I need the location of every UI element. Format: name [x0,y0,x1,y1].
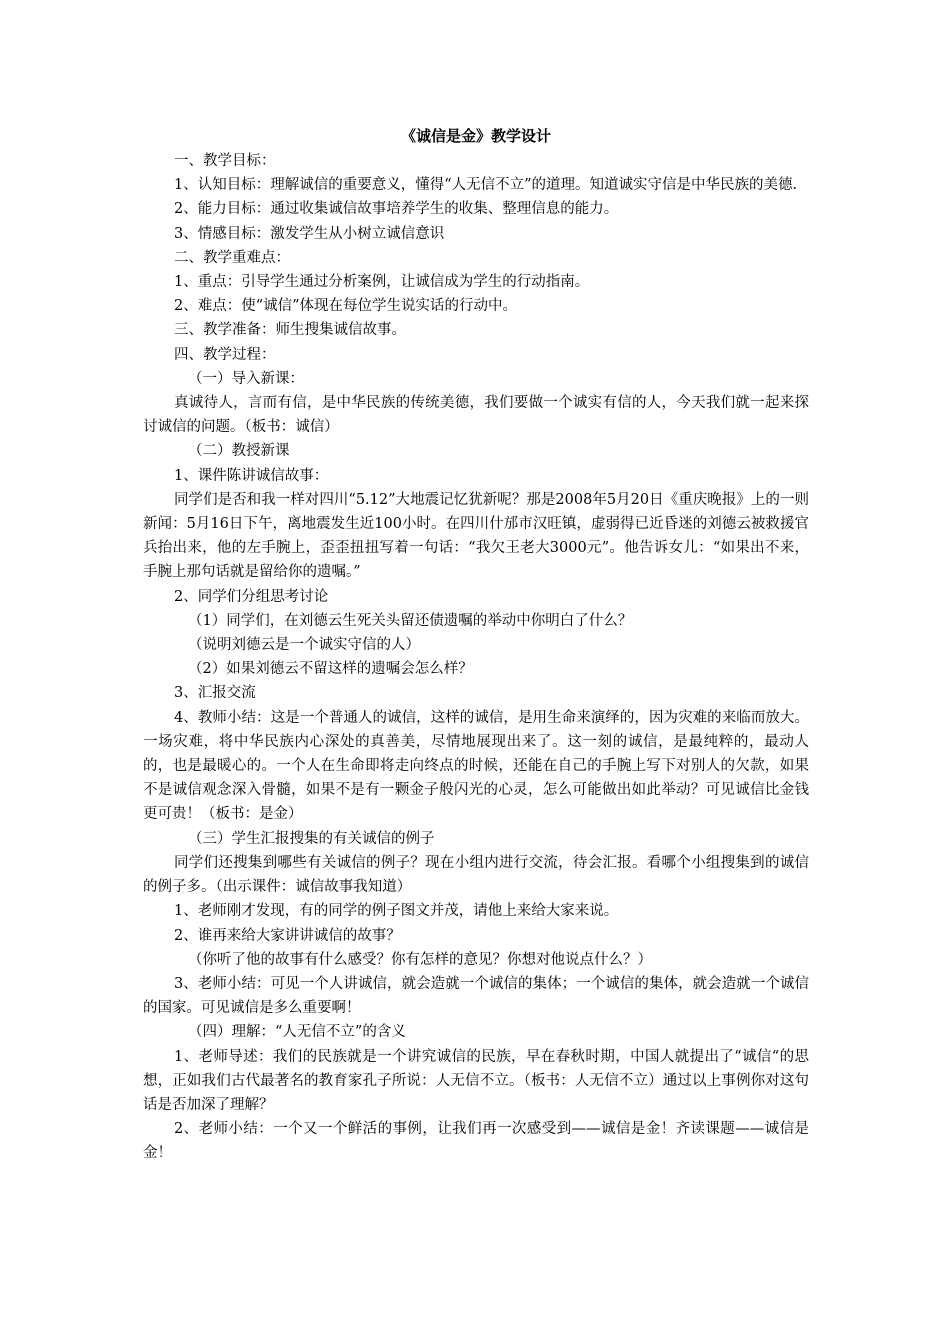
paragraph: 4、教师小结：这是一个普通人的诚信，这样的诚信，是用生命来演绎的，因为灾难的来临而放大。一场灾难，将中华民族内心深处的真善美，尽情地展现出来了。这一刻的诚信，是最纯粹的，最动人的，也是最暖心的。一个人在生命即将走向终点的时候，还能在自己的手腕上写下对别人的欠款，如果不是诚信观念深入骨髓，如果不是有一颗金子般闪光的心灵，怎么可能做出如此举动？可见诚信比金钱更可贵！（板书：是金） [143,709,809,823]
paragraph: 3、情感目标：激发学生从小树立诚信意识 [174,225,445,242]
paragraph: 1、老师刚才发现，有的同学的例子图文并茂，请他上来给大家来说。 [174,903,619,920]
paragraph-list [143,149,809,1166]
paragraph: （一）导入新课： [188,370,304,387]
paragraph: 1、课件陈讲诚信故事： [174,467,329,484]
document-title: 《诚信是金》教学设计 [400,127,551,145]
paragraph: 1、认知目标：理解诚信的重要意义，懂得“人无信不立”的道理。知道诚实守信是中华民族的美德. [174,177,798,194]
paragraph: 同学们是否和我一样对四川“5.12”大地震记忆犹新呢？那是2008年5月20日《重庆晚报》上的一则新闻：5月16日下午，离地震发生近100小时。在四川什邡市汉旺镇，虚弱得已近昏迷的刘德云被救援官兵抬出来，他的左手腕上，歪歪扭扭写着一句话：“我欠王老大3000元”。他告诉女儿：“如果出不来，手腕上那句话就是留给你的遗嘱。” [143,491,809,581]
paragraph: 三、教学准备：师生搜集诚信故事。 [174,322,406,339]
paragraph: 1、重点：引导学生通过分析案例，让诚信成为学生的行动指南。 [174,274,590,291]
paragraph: 同学们还搜集到哪些有关诚信的例子？现在小组内进行交流，待会汇报。看哪个小组搜集到的诚信的例子多。（出示课件：诚信故事我知道） [143,854,809,896]
paragraph: （二）教授新课 [188,443,290,460]
paragraph: 3、汇报交流 [174,685,256,702]
paragraph: （三）学生汇报搜集的有关诚信的例子 [188,830,435,847]
paragraph: 2、老师小结：一个又一个鲜活的事例，让我们再一次感受到——诚信是金！齐读课题——诚信是金！ [143,1121,809,1162]
paragraph: 2、谁再来给大家讲讲诚信的故事？ [174,927,401,944]
paragraph: （2）如果刘德云不留这样的遗嘱会怎么样？ [188,661,473,678]
paragraph: （1）同学们，在刘德云生死关头留还债遗嘱的举动中你明白了什么？ [188,612,633,629]
paragraph: 2、难点：使“诚信”体现在每位学生说实话的行动中。 [174,298,518,315]
paragraph: 2、能力目标：通过收集诚信故事培养学生的收集、整理信息的能力。 [174,201,619,218]
paragraph: （你听了他的故事有什么感受？你有怎样的意见？你想对他说点什么？） [188,951,652,968]
paragraph: （说明刘德云是一个诚实守信的人） [188,637,420,654]
paragraph: 二、教学重难点： [174,249,290,266]
paragraph: （四）理解：“人无信不立”的含义 [188,1024,406,1041]
paragraph: 2、同学们分组思考讨论 [174,588,329,605]
document-body [143,124,809,1166]
paragraph: 四、教学过程： [174,346,276,363]
paragraph: 一、教学目标： [174,153,276,169]
paragraph: 真诚待人，言而有信，是中华民族的传统美德，我们要做一个诚实有信的人，今天我们就一起来探讨诚信的问题。（板书：诚信） [143,395,809,436]
paragraph: 1、老师导述：我们的民族就是一个讲究诚信的民族，早在春秋时期，中国人就提出了“诚信“的思想，正如我们古代最著名的教育家孔子所说：人无信不立。（板书：人无信不立）通过以上事例你对这句话是否加深了理解？ [143,1048,809,1113]
paragraph: 3、老师小结：可见一个人讲诚信，就会造就一个诚信的集体；一个诚信的集体，就会造就一个诚信的国家。可见诚信是多么重要啊！ [143,975,809,1017]
